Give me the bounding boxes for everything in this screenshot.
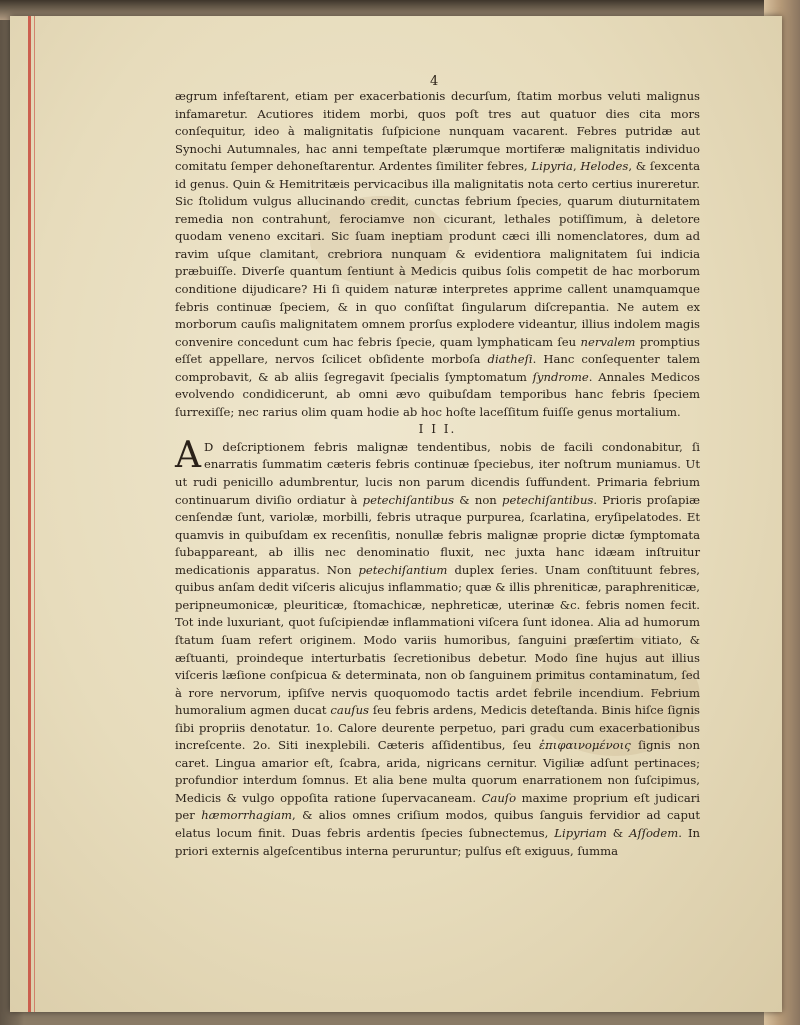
italic-term: ſyndrome bbox=[532, 369, 589, 384]
text-run: , & ſexcenta id genus. Quin & Hemitritæis pervicacibus illa malignitatis nota certo certius inureretur. Sic ſtolidum vulgus allucinando credit, cunctas febrium ſpecies, quarum diuturnitatem remedia non contrahunt, ferociamve non cicurant, lethales potiſſimum, à deletore quodam veneno excitari. Sic ſuam ineptiam produnt cæci illi nomenclatores, dum ad ravim uſque clamitant, crebriora nunquam & evidentiora malignitatem ſui indicia præbuiſſe. Diverſe quantum ſentiunt à Medicis quibus ſolis competit de hac morborum conditione dijudicare? Hi ſi quidem naturæ interpretes apprime callent unamquamque febris continuæ ſpeciem, & in quo conſiſtat ſingularum diſcrepantia. Ne autem ex morborum cauſis malignitatem omnem prorſus explodere videantur, illius indolem magis convenire concedunt cum hac febris ſpecie, quam lymphaticam ſeu bbox=[175, 159, 700, 349]
text-run: . In priori externis algeſcentibus interna peruruntur; pulſus eſt exiguus, ſumma bbox=[175, 825, 700, 858]
drop-cap-initial: A bbox=[175, 434, 201, 476]
text-run: . Prioris proſapiæ cenſendæ ſunt, variolæ, morbilli, febris utraque purpurea, ſcarlatina, eryſipelatodes. Et quamvis in quibuſdam ex recenſitis, nonullæ febris malignæ proprie dictæ ſymptomata ſubappareant, ab illis nec denominatio fluxit, nec juxta hanc idæam inſtruitur medicationis apparatus. Non bbox=[175, 492, 700, 577]
page-number: 4 bbox=[430, 74, 439, 89]
text-run: promptius eſſet appellare, nervos ſcilicet obſidente morboſa bbox=[175, 334, 701, 367]
italic-term: Cauſo bbox=[481, 790, 517, 805]
text-run: ſeu febris ardens, Medicis deteſtanda. Binis hiſce ſignis ſibi propriis denotatur. 1o. Calore deurente perpetuo, pari gradu cum exacerbationibus increſcente. 2o. Siti inexplebili. Cæteris aſſidentibus, ſeu bbox=[175, 703, 700, 753]
text-run: ægrum infeſtarent, etiam per exacerbationis decurſum, ſtatim morbus veluti malignus infamaretur. Acutiores itidem morbi, quos poſt tres aut quatuor dies cita mors conſequitur, ideo à malignitatis ſuſpicione nunquam vacarent. Febres putridæ aut Synochi Autumnales, hac anni tempeſtate plærumque mortiferæ malignitatis individuo comitatu ſemper dehoneſtarentur. Ardentes ſimiliter febres, bbox=[175, 89, 700, 174]
section-heading: I I I. bbox=[418, 422, 457, 437]
italic-term: Lipyriam bbox=[554, 825, 607, 840]
italic-term: hæmorrhagiam bbox=[201, 808, 293, 823]
margin-rule-left-thin bbox=[34, 16, 35, 1012]
margin-rule-left bbox=[28, 16, 31, 1012]
italic-term: Aſſodem bbox=[629, 825, 679, 840]
italic-term: nervalem bbox=[580, 334, 636, 349]
paragraph bbox=[175, 434, 701, 860]
italic-term: petechiſantibus bbox=[362, 492, 455, 507]
italic-term: diatheſi bbox=[487, 352, 533, 367]
text-run: duplex ſeries. Unam conſtituunt febres, quibus anſam dedit viſceris alicujus inflammatio; quæ & illis phreniticæ, paraphreniticæ, peripneumonicæ, pleuriticæ, ſtomachicæ, nephreticæ, uterinæ &c. febris nomen fecit. Tot inde luxuriant, quot ſuſcipiendæ inflammationi viſcera ſunt idonea. Alia ad humorum ſtatum ſuam refert originem. Modo variis humoribus, ſanguini præſertim vitiato, & æſtuanti, proindeque interturbatis ſecretionibus debetur. Modo ſine hujus aut illius viſceris læſione conſpicua & determinata, non ob ſanguinem primitus contaminatum, ſed à rore nervorum, ipſiſve nervis quoquomodo tactis ardet febrile incendium. Febrium humoralium agmen ducat bbox=[175, 562, 700, 718]
text-run: , & alios omnes criſium modos, quibus ſanguis fervidior ad caput elatus locum finit. Duas febris ardentis ſpecies ſubnectemus, bbox=[175, 808, 701, 840]
main-text-block bbox=[175, 88, 700, 860]
italic-term: cauſus bbox=[330, 703, 370, 718]
italic-term: ἐπιφαινομένοις bbox=[538, 738, 631, 753]
text-run: maxime proprium eſt judicari per bbox=[175, 790, 700, 823]
italic-term: petechiſantium bbox=[358, 562, 448, 577]
text-run: ſignis non caret. Lingua amarior eſt, ſcabra, arida, nigricans cernitur. Vigiliæ adſunt pertinaces; profundior interdum ſomnus. Et alia bene multa quorum enarrationem non ſuſcipimus, Medicis & vulgo oppoſita ratione ſupervacaneam. bbox=[175, 738, 700, 805]
book-page bbox=[10, 16, 782, 1012]
paragraph bbox=[175, 88, 700, 421]
italic-term: Lipyria bbox=[531, 159, 573, 174]
text-run: . Hanc conſequenter talem comprobavit, & ab aliis ſegregavit ſpecialis ſymptomatum bbox=[175, 352, 700, 384]
text-run: , bbox=[572, 159, 581, 174]
text-run: & bbox=[606, 825, 630, 840]
italic-term: petechiſantibus bbox=[502, 492, 594, 507]
italic-term: Helodes bbox=[580, 159, 629, 174]
text-run: & non bbox=[454, 492, 503, 507]
text-run: D deſcriptionem febris malignæ tendentibus, nobis de facili condonabitur, ſi enarratis ſummatim cæteris febris continuæ ſpeciebus, iter noſtrum muniamus. Ut ut rudi penicillo adumbrentur, lucis non parum dicendis ſuffundent. Primaria febrium continuarum diviſio ordiatur à bbox=[175, 439, 700, 507]
text-run: . Annales Medicos evolvendo condidicerunt, ab omni ævo quibuſdam temporibus hanc febris ſpeciem ſurrexiſſe; nec rarius olim quam hodie ab hoc hoſte laceſſitum fuiſſe genus mortalium. bbox=[175, 369, 701, 419]
